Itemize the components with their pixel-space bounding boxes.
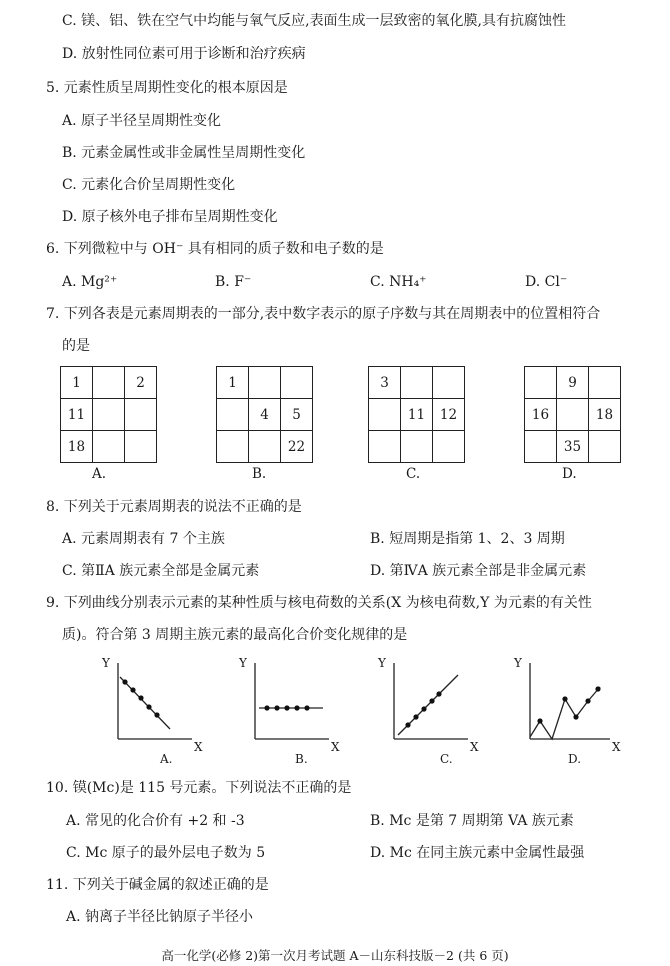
table-cell xyxy=(249,431,281,463)
data-point xyxy=(537,718,542,723)
table-cell: 1 xyxy=(61,367,93,399)
table-cell xyxy=(401,367,433,399)
data-point xyxy=(154,712,159,717)
table-cell xyxy=(217,431,249,463)
table-b-label: B. xyxy=(252,466,267,482)
table-cell xyxy=(125,431,157,463)
q8-option-c: C. 第ⅡA 族元素全部是金属元素 xyxy=(62,563,260,579)
q10-option-c: C. Mc 原子的最外层电子数为 5 xyxy=(66,845,266,861)
data-point xyxy=(274,705,279,710)
x-axis-label: X xyxy=(612,740,621,754)
y-axis-label: Y xyxy=(378,656,386,670)
q9-stem-line2: 质)。符合第 3 周期主族元素的最高化合价变化规律的是 xyxy=(62,627,408,643)
graph-d-label: D. xyxy=(568,752,582,766)
graph-d xyxy=(512,655,628,765)
y-axis-label: Y xyxy=(239,656,247,670)
graph-b-label: B. xyxy=(295,752,308,766)
table-cell xyxy=(281,367,313,399)
data-point xyxy=(585,698,590,703)
data-point xyxy=(595,686,600,691)
data-point xyxy=(562,696,567,701)
q6-option-a: A. Mg²⁺ xyxy=(62,274,118,290)
table-cell xyxy=(589,431,621,463)
periodic-table-fragment-a xyxy=(60,366,157,463)
q10-option-d: D. Mc 在同主族元素中金属性最强 xyxy=(370,845,585,861)
table-cell xyxy=(369,399,401,431)
data-point xyxy=(429,698,434,703)
q6-option-b: B. F⁻ xyxy=(215,274,252,290)
x-axis-label: X xyxy=(470,740,479,754)
data-point xyxy=(413,714,418,719)
q8-option-a: A. 元素周期表有 7 个主族 xyxy=(62,531,225,547)
data-point xyxy=(130,687,135,692)
q10-option-b: B. Mc 是第 7 周期第 VA 族元素 xyxy=(370,813,574,829)
page-footer: 高一化学(必修 2)第一次月考试题 A－山东科技版－2 (共 6 页) xyxy=(161,948,509,963)
q4-option-d: D. 放射性同位素可用于诊断和治疗疾病 xyxy=(62,46,306,62)
q5-option-c: C. 元素化合价呈周期性变化 xyxy=(62,177,236,193)
data-point xyxy=(436,691,441,696)
table-cell: 22 xyxy=(281,431,313,463)
data-point xyxy=(294,705,299,710)
periodic-table-fragment-d xyxy=(524,366,621,463)
table-d-label: D. xyxy=(562,466,577,482)
q10-stem: 10. 镆(Mc)是 115 号元素。下列说法不正确的是 xyxy=(46,780,352,796)
q6-option-c: C. NH₄⁺ xyxy=(370,274,427,290)
table-cell xyxy=(589,367,621,399)
table-cell xyxy=(401,431,433,463)
data-point xyxy=(405,722,410,727)
periodic-table-fragment-c xyxy=(368,366,465,463)
data-point xyxy=(304,705,309,710)
q7-stem-line1: 7. 下列各表是元素周期表的一部分,表中数字表示的原子序数与其在周期表中的位置相符合 xyxy=(46,306,601,322)
table-cell xyxy=(525,367,557,399)
q6-option-d: D. Cl⁻ xyxy=(525,274,568,290)
q10-option-a: A. 常见的化合价有 +2 和 -3 xyxy=(66,813,245,829)
table-cell: 3 xyxy=(369,367,401,399)
y-axis-label: Y xyxy=(514,656,522,670)
q11-option-a: A. 钠离子半径比钠原子半径小 xyxy=(66,909,254,925)
data-point xyxy=(138,695,143,700)
table-cell xyxy=(217,399,249,431)
q4-option-c: C. 镁、铝、铁在空气中均能与氧气反应,表面生成一层致密的氧化膜,具有抗腐蚀性 xyxy=(62,13,567,29)
table-cell: 4 xyxy=(249,399,281,431)
graph-c xyxy=(374,655,484,765)
table-cell: 1 xyxy=(217,367,249,399)
q11-stem: 11. 下列关于碱金属的叙述正确的是 xyxy=(46,877,269,893)
q9-stem-line1: 9. 下列曲线分别表示元素的某种性质与核电荷数的关系(X 为核电荷数,Y 为元素的有关性 xyxy=(46,595,592,611)
q7-stem-line2: 的是 xyxy=(62,338,90,354)
data-point xyxy=(264,705,269,710)
q5-stem: 5. 元素性质呈周期性变化的根本原因是 xyxy=(46,80,288,96)
x-axis-label: X xyxy=(194,740,203,754)
periodic-table-fragment-b xyxy=(216,366,313,463)
q6-stem: 6. 下列微粒中与 OH⁻ 具有相同的质子数和电子数的是 xyxy=(46,241,384,257)
table-cell: 18 xyxy=(61,431,93,463)
graph-b xyxy=(235,655,345,765)
table-cell xyxy=(557,399,589,431)
curve xyxy=(530,687,600,739)
data-point xyxy=(284,705,289,710)
q8-stem: 8. 下列关于元素周期表的说法不正确的是 xyxy=(46,499,302,515)
table-cell: 11 xyxy=(61,399,93,431)
table-cell xyxy=(525,431,557,463)
q5-option-d: D. 原子核外电子排布呈周期性变化 xyxy=(62,209,278,225)
table-cell xyxy=(93,367,125,399)
table-a-label: A. xyxy=(92,466,107,482)
q8-option-d: D. 第ⅣA 族元素全部是非金属元素 xyxy=(370,563,587,579)
table-cell xyxy=(433,367,465,399)
curve xyxy=(120,677,170,729)
table-cell: 9 xyxy=(557,367,589,399)
table-cell xyxy=(433,431,465,463)
table-cell: 2 xyxy=(125,367,157,399)
data-point xyxy=(146,704,151,709)
graph-a xyxy=(98,655,208,765)
table-c-label: C. xyxy=(406,466,421,482)
data-point xyxy=(421,706,426,711)
table-cell xyxy=(93,399,125,431)
q5-option-a: A. 原子半径呈周期性变化 xyxy=(62,113,222,129)
table-cell xyxy=(249,367,281,399)
table-cell: 5 xyxy=(281,399,313,431)
table-cell: 16 xyxy=(525,399,557,431)
q8-option-b: B. 短周期是指第 1、2、3 周期 xyxy=(370,531,565,547)
table-cell xyxy=(125,399,157,431)
graph-c-label: C. xyxy=(440,752,453,766)
x-axis-label: X xyxy=(331,740,340,754)
table-cell xyxy=(369,431,401,463)
table-cell: 35 xyxy=(557,431,589,463)
y-axis-label: Y xyxy=(102,656,110,670)
table-cell xyxy=(93,431,125,463)
table-cell: 12 xyxy=(433,399,465,431)
table-cell: 18 xyxy=(589,399,621,431)
q5-option-b: B. 元素金属性或非金属性呈周期性变化 xyxy=(62,145,306,161)
graph-a-label: A. xyxy=(160,752,173,766)
table-cell: 11 xyxy=(401,399,433,431)
data-point xyxy=(573,714,578,719)
data-point xyxy=(122,679,127,684)
